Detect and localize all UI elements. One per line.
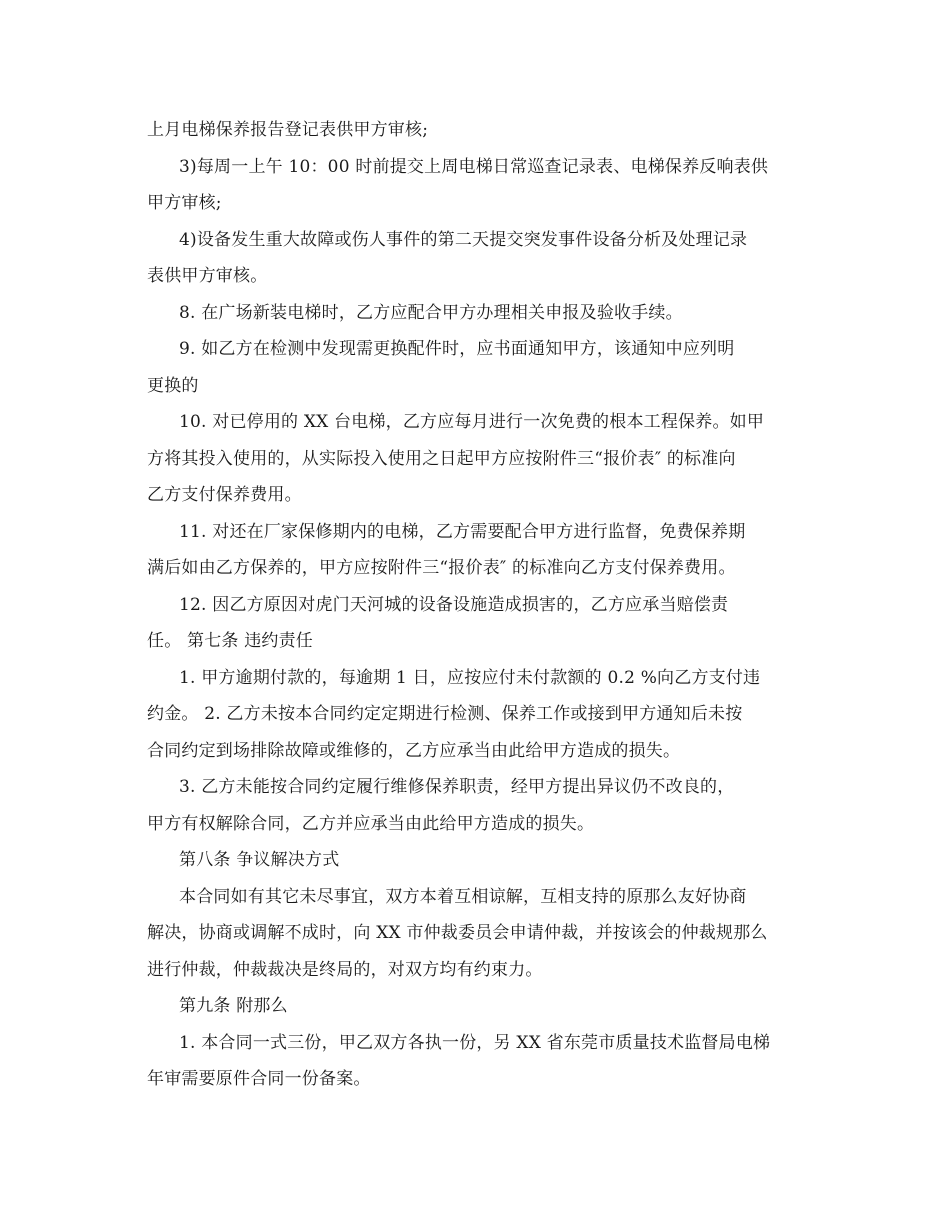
text-line-13: 满后如由乙方保养的，甲方应按附件三“报价表″ 的标准向乙方支付保养费用。 xyxy=(147,558,736,578)
text-line-23: 解决，协商或调解不成时，向 XX 市仲裁委员会申请仲裁，并按该会的仲裁规那么 xyxy=(147,923,768,943)
text-line-6: 8. 在广场新装电梯时，乙方应配合甲方办理相关申报及验收手续。 xyxy=(179,302,683,323)
text-line-2: 3)每周一上午 10：00 时前提交上周电梯日常巡查记录表、电梯保养反响表供 xyxy=(179,156,769,177)
text-line-27: 年审需要原件合同一份备案。 xyxy=(147,1069,371,1089)
text-line-26: 1. 本合同一式三份，甲乙双方各执一份，另 XX 省东莞市质量技术监督局电梯 xyxy=(179,1032,771,1053)
text-line-24: 进行仲裁，仲裁裁决是终局的，对双方均有约束力。 xyxy=(147,959,543,980)
text-line-9: 10. 对已停用的 XX 台电梯，乙方应每月进行一次免费的根本工程保养。如甲 xyxy=(179,412,765,432)
section-heading-8: 第八条 争议解决方式 xyxy=(179,850,340,870)
text-line-10: 方将其投入使用的，从实际投入使用之日起甲方应按附件三“报价表″ 的标准向 xyxy=(147,448,736,469)
text-line-12: 11. 对还在厂家保修期内的电梯，乙方需要配合甲方进行监督，免费保养期 xyxy=(179,521,746,542)
text-line-17: 约金。 2. 乙方未按本合同约定定期进行检测、保养工作或接到甲方通知后未按 xyxy=(147,704,743,724)
text-line-1: 上月电梯保养报告登记表供甲方审核; xyxy=(147,120,429,140)
text-line-22: 本合同如有其它未尽事宜，双方本着互相谅解，互相支持的原那么友好协商 xyxy=(179,886,747,907)
text-line-8: 更换的 xyxy=(147,375,199,396)
text-line-7: 9. 如乙方在检测中发现需更换配件时，应书面通知甲方，该通知中应列明 xyxy=(179,339,735,359)
text-line-18: 合同约定到场排除故障或维修的，乙方应承当由此给甲方造成的损失。 xyxy=(147,740,681,761)
section-heading-9: 第九条 附那么 xyxy=(179,996,288,1016)
text-line-16: 1. 甲方逾期付款的，每逾期 1 日，应按应付未付款额的 0.2 %向乙方支付违 xyxy=(179,667,761,688)
document-body xyxy=(147,112,807,1098)
text-line-5: 表供甲方审核。 xyxy=(147,266,268,286)
text-line-3: 甲方审核; xyxy=(147,193,222,213)
text-line-14: 12. 因乙方原因对虎门天河城的设备设施造成损害的，乙方应承当赔偿责 xyxy=(179,594,729,615)
text-line-15: 任。 第七条 违约责任 xyxy=(147,631,314,651)
text-line-11: 乙方支付保养费用。 xyxy=(147,485,302,505)
text-line-20: 甲方有权解除合同，乙方并应承当由此给甲方造成的损失。 xyxy=(147,813,595,834)
text-line-4: 4)设备发生重大故障或伤人事件的第二天提交突发事件设备分析及处理记录 xyxy=(179,229,748,250)
text-line-19: 3. 乙方未能按合同约定履行维修保养职责，经甲方提出异议仍不改良的， xyxy=(179,777,735,797)
